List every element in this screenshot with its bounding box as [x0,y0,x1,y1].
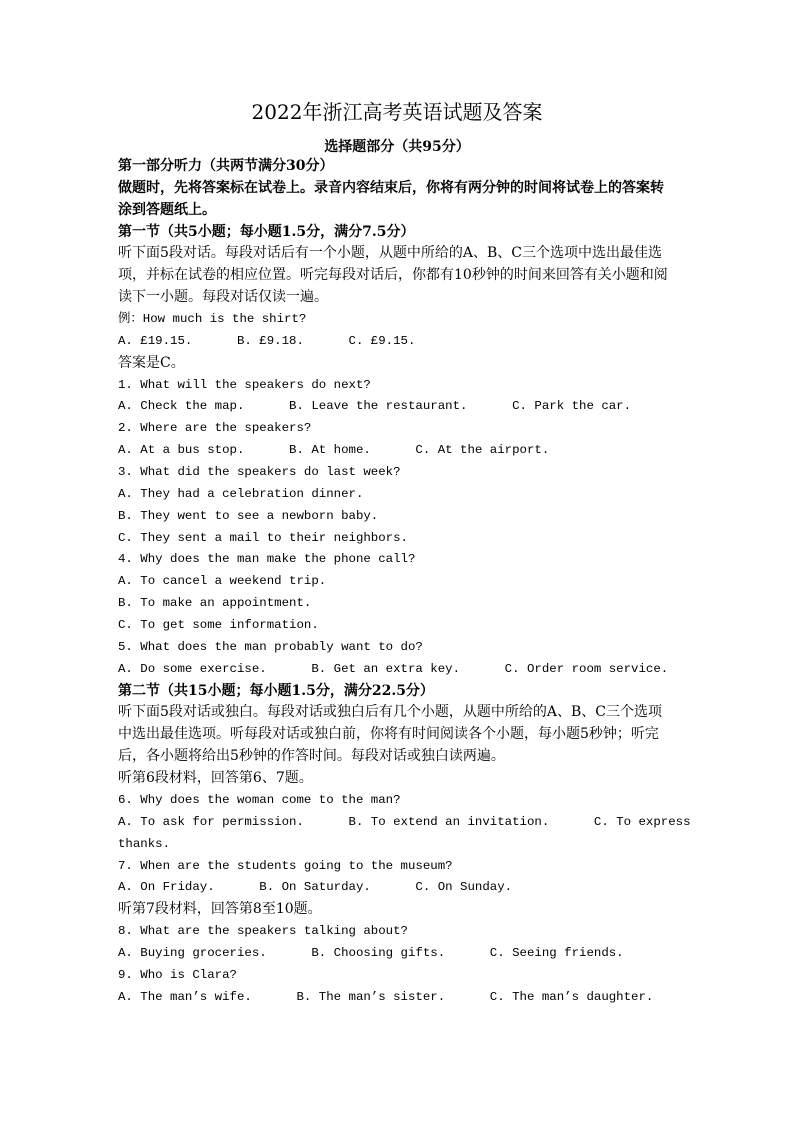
question-line: A. Buying groceries. B. Choosing gifts. C. Seeing friends. [118,945,624,960]
question-line: B. To make an appointment. [118,596,312,611]
question-line: 例：How much is the shirt? [118,312,307,327]
question-line: C. To get some information. [118,618,319,633]
question-line: 3. What did the speakers do last week? [118,465,401,480]
question-line: A. On Friday. B. On Saturday. C. On Sunday. [118,880,513,895]
document-title: 2022年浙江高考英语试题及答案 [251,100,543,124]
question-line: 6. Why does the woman come to the man? [118,792,401,807]
question-line: 9. Who is Clara? [118,967,237,982]
question-line: 7. When are the students going to the museum? [118,858,453,873]
section-heading: 第一节（共5小题；每小题1.5分，满分7.5分） [118,223,415,240]
question-line: A. To cancel a weekend trip. [118,574,327,589]
question-line: A. £19.15. B. £9.18. C. £9.15. [118,333,416,348]
question-line: A. Check the map. B. Leave the restaurant. C. Park the car. [118,399,632,414]
question-line: B. They went to see a newborn baby. [118,508,379,523]
question-line: A. The man’s wife. B. The man’s sister. C. The man’s daughter. [118,989,654,1004]
section-heading: 做题时，先将答案标在试卷上。录音内容结束后，你将有两分钟的时间将试卷上的答案转 [118,179,664,196]
question-line: 4. Why does the man make the phone call? [118,552,416,567]
instruction-line: 听下面5段对话或独白。每段对话或独白后有几个小题，从题中所给的A、B、C三个选项 [118,704,663,721]
instruction-line: 项，并标在试卷的相应位置。听完每段对话后，你都有10秒钟的时间来回答有关小题和阅 [118,267,668,284]
question-line: 2. Where are the speakers? [118,421,312,436]
question-line: A. To ask for permission. B. To extend an invitation. C. To express [118,814,691,829]
question-line: 5. What does the man probably want to do? [118,639,423,654]
section-title: 选择题部分（共95分） [324,139,470,155]
section-heading: 涂到答题纸上。 [118,201,216,218]
instruction-line: 听第7段材料，回答第8至10题。 [118,901,322,918]
question-line: A. Do some exercise. B. Get an extra key. C. Order room service. [118,661,669,676]
question-line: A. At a bus stop. B. At home. C. At the airport. [118,443,550,458]
question-line: 8. What are the speakers talking about? [118,924,408,939]
instruction-line: 听下面5段对话。每段对话后有一个小题，从题中所给的A、B、C三个选项中选出最佳选 [118,245,663,262]
instruction-line: 答案是C。 [118,354,185,371]
question-line: 1. What will the speakers do next? [118,377,371,392]
section-heading: 第一部分听力（共两节满分30分） [118,158,334,174]
question-line: A. They had a celebration dinner. [118,486,364,501]
instruction-line: 后，各小题将给出5秒钟的作答时间。每段对话或独白读两遍。 [118,748,505,765]
question-line: C. They sent a mail to their neighbors. [118,530,408,545]
question-line: thanks. [118,836,171,851]
instruction-line: 中选出最佳选项。听每段对话或独白前，你将有时间阅读各个小题，每小题5秒钟；听完 [118,726,659,743]
instruction-line: 读下一小题。每段对话仅读一遍。 [118,289,328,306]
document-body [118,156,691,1009]
section-heading: 第二节（共15小题；每小题1.5分，满分22.5分） [118,682,434,699]
instruction-line: 听第6段材料，回答第6、7题。 [118,770,313,787]
